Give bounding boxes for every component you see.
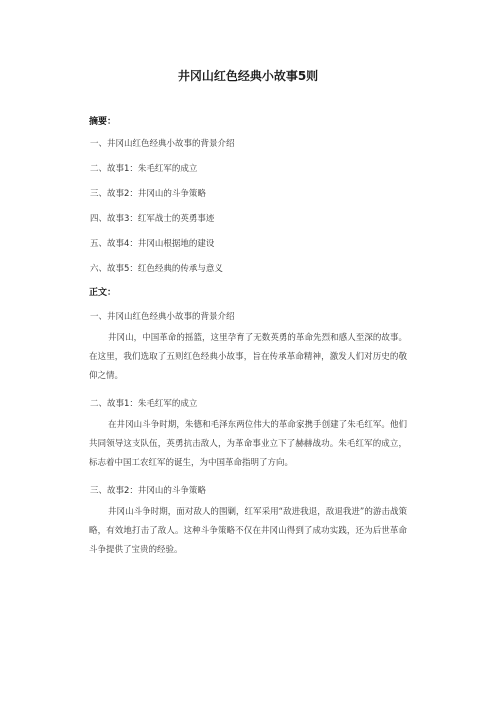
toc-item: 四、故事3：红军战士的英勇事迹 <box>90 214 215 224</box>
toc-item: 一、井冈山红色经典小故事的背景介绍 <box>90 139 235 149</box>
body-label: 正文： <box>89 288 117 298</box>
section-paragraph: 井冈山斗争时期，面对敌人的围剿，红军采用“敌进我退，敌退我进”的游击战策略，有效地打击了敌人。这种斗争策略不仅在井冈山得到了成功实践，还为后世革命斗争提供了宝贵的经验。 <box>89 507 407 555</box>
section <box>89 398 407 473</box>
section-heading: 三、故事2：井冈山的斗争策略 <box>90 486 206 496</box>
section <box>89 485 407 560</box>
table-of-contents <box>89 138 407 275</box>
toc-item: 二、故事1：朱毛红军的成立 <box>90 164 198 174</box>
section-heading: 二、故事1：朱毛红军的成立 <box>90 399 198 409</box>
section <box>89 311 407 386</box>
toc-item: 三、故事2：井冈山的斗争策略 <box>90 189 206 199</box>
abstract-label: 摘要： <box>89 117 117 127</box>
section-heading: 一、井冈山红色经典小故事的背景介绍 <box>90 312 235 322</box>
toc-item: 五、故事4：井冈山根据地的建设 <box>90 239 215 249</box>
section-paragraph: 井冈山，中国革命的摇篮，这里孕育了无数英勇的革命先烈和感人至深的故事。在这里，我们选取了五则红色经典小故事，旨在传承革命精神，激发人们对历史的敬仰之情。 <box>89 333 407 381</box>
document-title: 井冈山红色经典小故事5则 <box>177 69 319 83</box>
toc-item: 六、故事5：红色经典的传承与意义 <box>90 264 223 274</box>
section-paragraph: 在井冈山斗争时期，朱德和毛泽东两位伟大的革命家携手创建了朱毛红军。他们共同领导这支队伍，英勇抗击敌人，为革命事业立下了赫赫战功。朱毛红军的成立，标志着中国工农红军的诞生，为中国革命指明了方向。 <box>89 420 407 468</box>
